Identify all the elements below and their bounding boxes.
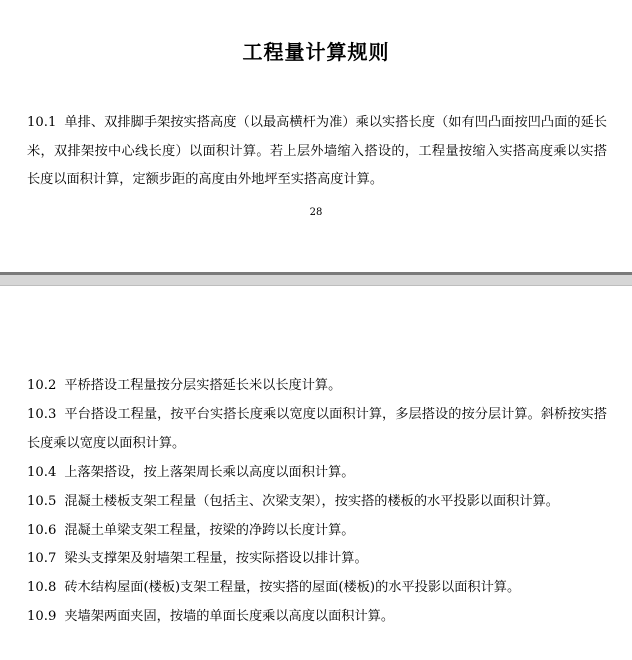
rule-10-3 xyxy=(27,401,607,459)
rule-10-6 xyxy=(27,517,607,546)
rule-number: 10.9 xyxy=(27,609,57,625)
rule-text: 上落架搭设，按上落架周长乘以高度以面积计算。 xyxy=(64,464,355,480)
rule-10-1 xyxy=(27,109,607,195)
rule-number: 10.3 xyxy=(27,406,57,422)
rule-number: 10.5 xyxy=(27,493,57,509)
page-upper xyxy=(0,0,632,272)
rule-text: 梁头支撑架及射墙架工程量，按实际搭设以排计算。 xyxy=(64,551,368,567)
rule-text: 砖木结构屋面(楼板)支架工程量，按实搭的屋面(楼板)的水平投影以面积计算。 xyxy=(64,580,521,596)
rule-10-9 xyxy=(27,603,607,632)
page-title: 工程量计算规则 xyxy=(242,40,390,64)
rules-list xyxy=(27,372,607,632)
rule-10-8 xyxy=(27,574,607,603)
rule-number: 10.2 xyxy=(27,378,57,393)
rule-10-2 xyxy=(27,372,607,401)
rule-text: 平台搭设工程量，按平台实搭长度乘以宽度以面积计算，多层搭设的按分层计算。斜桥按实搭长度乘以宽度以面积计算。 xyxy=(27,406,607,451)
page-break-divider xyxy=(0,272,632,286)
rule-text: 混凝土单梁支架工程量，按梁的净跨以长度计算。 xyxy=(64,522,355,538)
rule-number: 10.8 xyxy=(27,580,57,596)
rule-text: 混凝土楼板支架工程量（包括主、次梁支架），按实搭的楼板的水平投影以面积计算。 xyxy=(64,493,559,509)
rule-text: 夹墙架两面夹固，按墙的单面长度乘以高度以面积计算。 xyxy=(64,609,395,625)
rule-10-7 xyxy=(27,545,607,574)
rule-number: 10.4 xyxy=(27,464,57,480)
rule-text: 单排、双排脚手架按实搭高度（以最高横杆为准）乘以实搭长度（如有凹凸面按凹凸面的延长米，双排架按中心线长度）以面积计算。若上层外墙缩入搭设的，工程量按缩入实搭高度乘以实搭长度以面积计算，定额步距的高度由外地坪至实搭高度计算。 xyxy=(27,115,607,187)
rule-number: 10.7 xyxy=(27,551,57,567)
rule-number: 10.1 xyxy=(27,115,57,130)
rule-text: 平桥搭设工程量按分层实搭延长米以长度计算。 xyxy=(64,378,342,393)
rule-number: 10.6 xyxy=(27,522,57,538)
page-number: 28 xyxy=(309,207,323,218)
rule-10-4 xyxy=(27,459,607,488)
rule-10-5 xyxy=(27,488,607,517)
